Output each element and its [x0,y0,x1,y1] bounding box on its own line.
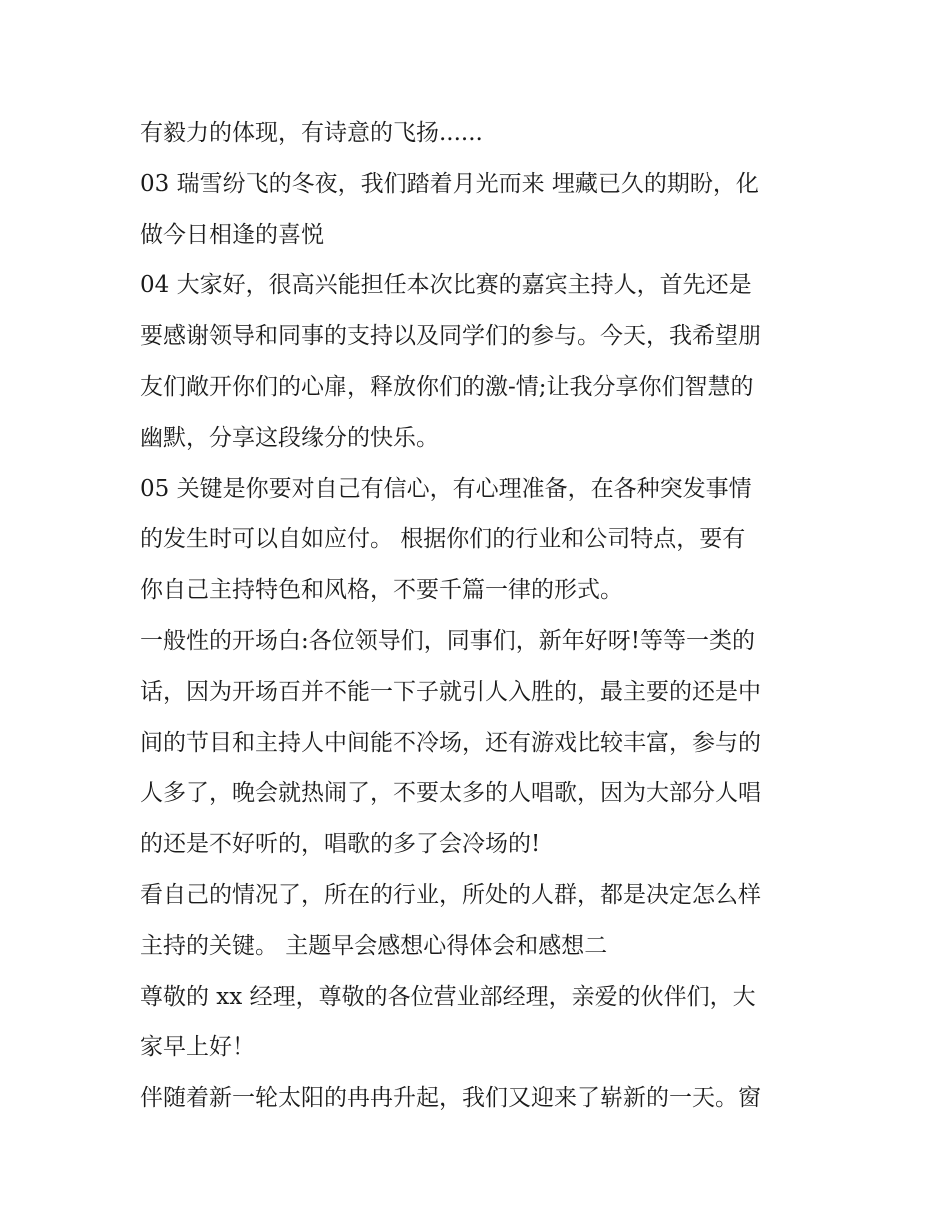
text-line: 做今日相逢的喜悦 [140,221,324,248]
text-line: 友们敞开你们的心扉，释放你们的激-情;让我分享你们智慧的 [140,373,754,400]
text-line: 的发生时可以自如应付。 根据你们的行业和公司特点，要有 [140,526,746,553]
text-line: 03 瑞雪纷飞的冬夜，我们踏着月光而来 埋藏已久的期盼，化 [140,170,759,197]
text-line: 看自己的情况了，所在的行业，所处的人群，都是决定怎么样 [140,881,761,908]
text-line: 伴随着新一轮太阳的冉冉升起，我们又迎来了崭新的一天。窗 [140,1085,761,1112]
text-line: 04 大家好，很高兴能担任本次比赛的嘉宾主持人，首先还是 [140,272,752,299]
text-line: 主持的关键。 主题早会感想心得体会和感想二 [140,932,608,959]
document-body [140,108,830,1124]
text-line: 家早上好！ [140,1034,255,1061]
text-line: 人多了，晚会就热闹了，不要太多的人唱歌，因为大部分人唱 [140,780,761,807]
text-line: 尊敬的 xx 经理，尊敬的各位营业部经理，亲爱的伙伴们，大 [140,983,756,1010]
text-line: 幽默，分享这段缘分的快乐。 [140,424,439,451]
text-line: 一般性的开场白:各位领导们，同事们，新年好呀!等等一类的 [140,627,755,654]
text-line: 有毅力的体现，有诗意的飞扬...... [140,120,483,146]
text-line: 05 关键是你要对自己有信心，有心理准备，在各种突发事情 [140,475,752,502]
text-line: 话，因为开场百并不能一下子就引人入胜的，最主要的还是中 [140,678,761,705]
text-line: 要感谢领导和同事的支持以及同学们的参与。今天，我希望朋 [140,323,761,350]
text-line: 间的节目和主持人中间能不冷场，还有游戏比较丰富，参与的 [140,729,761,756]
text-line: 的还是不好听的，唱歌的多了会冷场的! [140,831,541,858]
text-line: 你自己主持特色和风格，不要千篇一律的形式。 [140,577,623,604]
